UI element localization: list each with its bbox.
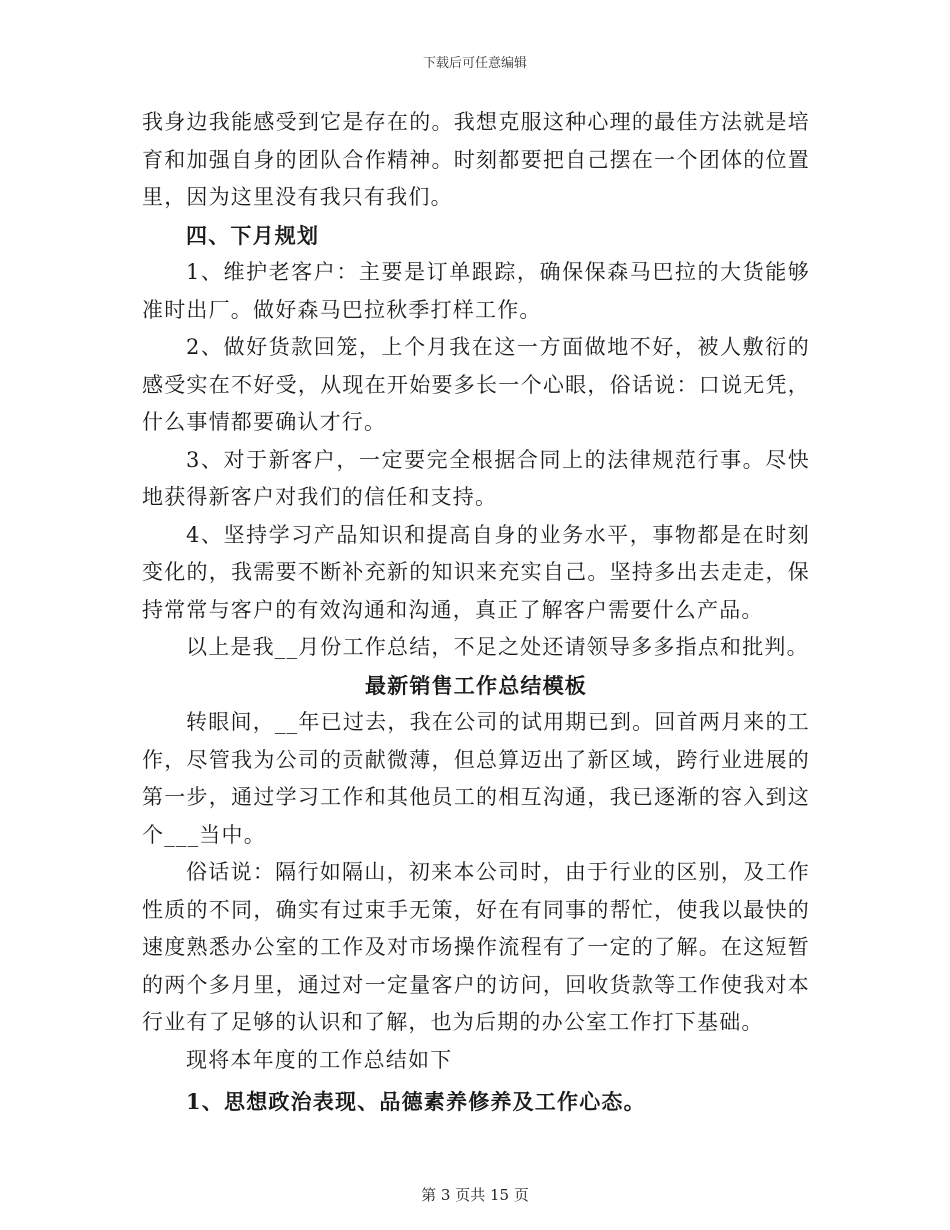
page-footer-number: 第 3 页共 15 页 bbox=[421, 1186, 529, 1204]
page-header-note: 下载后可任意编辑 bbox=[422, 56, 527, 71]
document-body bbox=[142, 104, 810, 1121]
plan-item-2: 2、做好货款回笼，上个月我在这一方面做地不好，被人敷衍的感受实在不好受，从现在开始要多长一个心眼，俗话说：口说无凭，什么事情都要确认才行。 bbox=[142, 335, 810, 434]
paragraph-continuation: 我身边我能感受到它是存在的。我想克服这种心理的最佳方法就是培育和加强自身的团队合作精神。时刻都要把自己摆在一个团体的位置里，因为这里没有我只有我们。 bbox=[142, 110, 810, 209]
plan-item-3: 3、对于新客户，一定要完全根据合同上的法律规范行事。尽快地获得新客户对我们的信任和支持。 bbox=[142, 447, 810, 509]
section-heading-next-month-plan: 四、下月规划 bbox=[186, 222, 320, 248]
plan-item-4: 4、坚持学习产品知识和提高自身的业务水平，事物都是在时刻变化的，我需要不断补充新的知识来充实自己。坚持多出去走走，保持常常与客户的有效沟通和沟通，真正了解客户需要什么产品。 bbox=[142, 522, 810, 622]
plan-item-1: 1、维护老客户：主要是订单跟踪，确保保森马巴拉的大货能够准时出厂。做好森马巴拉秋季打样工作。 bbox=[142, 260, 810, 322]
closing-paragraph: 以上是我__月份工作总结，不足之处还请领导多多指点和批判。 bbox=[186, 635, 809, 659]
document-title: 最新销售工作总结模板 bbox=[365, 672, 587, 698]
intro-paragraph: 转眼间，__年已过去，我在公司的试用期已到。回首两月来的工作，尽管我为公司的贡献微薄，但总算迈出了新区域，跨行业进展的第一步，通过学习工作和其他员工的相互沟通，我已逐渐的容入到这个___当中。 bbox=[142, 710, 810, 847]
proverb-paragraph: 俗话说：隔行如隔山，初来本公司时，由于行业的区别，及工作性质的不同，确实有过束手无策，好在有同事的帮忙，使我以最快的速度熟悉办公室的工作及对市场操作流程有了一定的了解。在这短暂的两个多月里，通过对一定量客户的访问，回收货款等工作使我对本行业有了足够的认识和了解，也为后期的办公室工作打下基础。 bbox=[142, 860, 810, 1034]
point-heading-1: 1、思想政治表现、品德素养修养及工作心态。 bbox=[186, 1089, 646, 1114]
summary-lead-paragraph: 现将本年度的工作总结如下 bbox=[186, 1047, 453, 1072]
